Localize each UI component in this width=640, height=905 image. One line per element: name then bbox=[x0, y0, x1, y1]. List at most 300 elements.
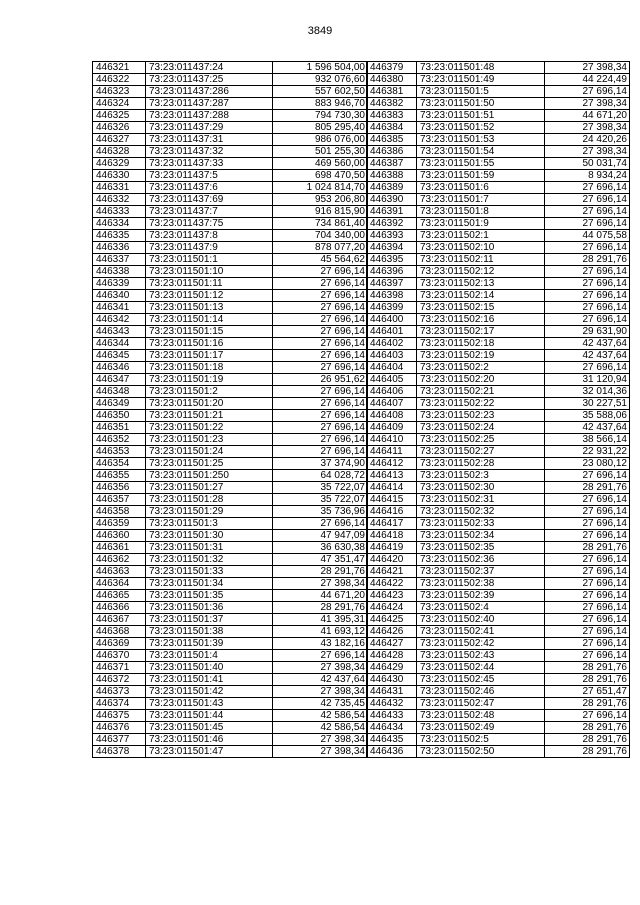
value-cell: 704 340,00 bbox=[273, 230, 368, 242]
table-row bbox=[93, 494, 368, 506]
table-row bbox=[93, 674, 368, 686]
value-cell: 27 696,14 bbox=[545, 530, 630, 542]
row-number-cell: 446342 bbox=[93, 314, 146, 326]
value-cell: 32 014,36 bbox=[545, 386, 630, 398]
value-cell: 29 631,90 bbox=[545, 326, 630, 338]
table-row bbox=[367, 326, 630, 338]
value-cell: 45 564,62 bbox=[273, 254, 368, 266]
value-cell: 44 075,58 bbox=[545, 230, 630, 242]
value-cell: 23 080,12 bbox=[545, 458, 630, 470]
table-row bbox=[93, 134, 368, 146]
cadastral-number-cell: 73:23:011502:17 bbox=[417, 326, 545, 338]
row-number-cell: 446413 bbox=[367, 470, 417, 482]
value-cell: 27 696,14 bbox=[545, 182, 630, 194]
value-cell: 27 696,14 bbox=[273, 314, 368, 326]
table-row bbox=[93, 686, 368, 698]
row-number-cell: 446367 bbox=[93, 614, 146, 626]
table-row bbox=[367, 662, 630, 674]
row-number-cell: 446433 bbox=[367, 710, 417, 722]
cadastral-number-cell: 73:23:011437:33 bbox=[146, 158, 273, 170]
table-row bbox=[367, 674, 630, 686]
row-number-cell: 446324 bbox=[93, 98, 146, 110]
value-cell: 27 696,14 bbox=[545, 470, 630, 482]
cadastral-number-cell: 73:23:011437:29 bbox=[146, 122, 273, 134]
value-cell: 35 736,96 bbox=[273, 506, 368, 518]
cadastral-number-cell: 73:23:011501:29 bbox=[146, 506, 273, 518]
table-row bbox=[367, 218, 630, 230]
cadastral-number-cell: 73:23:011501:48 bbox=[417, 62, 545, 74]
row-number-cell: 446325 bbox=[93, 110, 146, 122]
table-row bbox=[93, 146, 368, 158]
row-number-cell: 446323 bbox=[93, 86, 146, 98]
value-cell: 27 696,14 bbox=[545, 206, 630, 218]
table-row bbox=[367, 518, 630, 530]
table-row bbox=[367, 182, 630, 194]
row-number-cell: 446376 bbox=[93, 722, 146, 734]
row-number-cell: 446343 bbox=[93, 326, 146, 338]
value-cell: 27 696,14 bbox=[545, 590, 630, 602]
row-number-cell: 446333 bbox=[93, 206, 146, 218]
row-number-cell: 446340 bbox=[93, 290, 146, 302]
value-cell: 27 696,14 bbox=[545, 506, 630, 518]
cadastral-number-cell: 73:23:011501:7 bbox=[417, 194, 545, 206]
value-cell: 27 696,14 bbox=[273, 422, 368, 434]
cadastral-number-cell: 73:23:011502:20 bbox=[417, 374, 545, 386]
row-number-cell: 446409 bbox=[367, 422, 417, 434]
table-row bbox=[93, 530, 368, 542]
row-number-cell: 446385 bbox=[367, 134, 417, 146]
table-row bbox=[367, 590, 630, 602]
value-cell: 27 696,14 bbox=[545, 614, 630, 626]
table-row bbox=[93, 230, 368, 242]
row-number-cell: 446401 bbox=[367, 326, 417, 338]
row-number-cell: 446365 bbox=[93, 590, 146, 602]
row-number-cell: 446417 bbox=[367, 518, 417, 530]
row-number-cell: 446419 bbox=[367, 542, 417, 554]
value-cell: 27 696,14 bbox=[273, 266, 368, 278]
table-row bbox=[367, 362, 630, 374]
value-cell: 28 291,76 bbox=[273, 566, 368, 578]
cadastral-number-cell: 73:23:011502:1 bbox=[417, 230, 545, 242]
cadastral-number-cell: 73:23:011502:45 bbox=[417, 674, 545, 686]
row-number-cell: 446387 bbox=[367, 158, 417, 170]
cadastral-number-cell: 73:23:011501:250 bbox=[146, 470, 273, 482]
table-row bbox=[93, 98, 368, 110]
cadastral-number-cell: 73:23:011501:44 bbox=[146, 710, 273, 722]
table-row bbox=[367, 338, 630, 350]
value-cell: 27 651,47 bbox=[545, 686, 630, 698]
cadastral-number-cell: 73:23:011501:55 bbox=[417, 158, 545, 170]
row-number-cell: 446388 bbox=[367, 170, 417, 182]
cadastral-number-cell: 73:23:011501:1 bbox=[146, 254, 273, 266]
table-row bbox=[367, 134, 630, 146]
row-number-cell: 446399 bbox=[367, 302, 417, 314]
table-row bbox=[367, 110, 630, 122]
cadastral-number-cell: 73:23:011501:15 bbox=[146, 326, 273, 338]
table-row bbox=[93, 122, 368, 134]
table-row bbox=[93, 74, 368, 86]
row-number-cell: 446427 bbox=[367, 638, 417, 650]
value-cell: 27 696,14 bbox=[545, 626, 630, 638]
value-cell: 44 671,20 bbox=[273, 590, 368, 602]
table-row bbox=[93, 506, 368, 518]
value-cell: 27 696,14 bbox=[545, 362, 630, 374]
row-number-cell: 446362 bbox=[93, 554, 146, 566]
cadastral-number-cell: 73:23:011437:24 bbox=[146, 62, 273, 74]
value-cell: 27 696,14 bbox=[545, 218, 630, 230]
row-number-cell: 446352 bbox=[93, 434, 146, 446]
table-row bbox=[93, 386, 368, 398]
cadastral-number-cell: 73:23:011501:35 bbox=[146, 590, 273, 602]
row-number-cell: 446344 bbox=[93, 338, 146, 350]
cadastral-number-cell: 73:23:011501:14 bbox=[146, 314, 273, 326]
table-row bbox=[367, 434, 630, 446]
row-number-cell: 446374 bbox=[93, 698, 146, 710]
row-number-cell: 446331 bbox=[93, 182, 146, 194]
cadastral-number-cell: 73:23:011502:12 bbox=[417, 266, 545, 278]
value-cell: 8 934,24 bbox=[545, 170, 630, 182]
cadastral-number-cell: 73:23:011501:33 bbox=[146, 566, 273, 578]
cadastral-number-cell: 73:23:011501:10 bbox=[146, 266, 273, 278]
row-number-cell: 446429 bbox=[367, 662, 417, 674]
table-row bbox=[367, 698, 630, 710]
value-cell: 47 947,09 bbox=[273, 530, 368, 542]
table-row bbox=[93, 278, 368, 290]
cadastral-number-cell: 73:23:011501:9 bbox=[417, 218, 545, 230]
row-number-cell: 446357 bbox=[93, 494, 146, 506]
row-number-cell: 446403 bbox=[367, 350, 417, 362]
cadastral-number-cell: 73:23:011501:8 bbox=[417, 206, 545, 218]
row-number-cell: 446392 bbox=[367, 218, 417, 230]
value-cell: 916 815,90 bbox=[273, 206, 368, 218]
row-number-cell: 446363 bbox=[93, 566, 146, 578]
cadastral-number-cell: 73:23:011501:36 bbox=[146, 602, 273, 614]
row-number-cell: 446430 bbox=[367, 674, 417, 686]
row-number-cell: 446322 bbox=[93, 74, 146, 86]
row-number-cell: 446371 bbox=[93, 662, 146, 674]
value-cell: 27 696,14 bbox=[273, 302, 368, 314]
value-cell: 35 722,07 bbox=[273, 494, 368, 506]
table-row bbox=[93, 410, 368, 422]
table-row bbox=[93, 662, 368, 674]
value-cell: 42 437,64 bbox=[545, 350, 630, 362]
cadastral-number-cell: 73:23:011502:2 bbox=[417, 362, 545, 374]
row-number-cell: 446377 bbox=[93, 734, 146, 746]
cadastral-number-cell: 73:23:011501:52 bbox=[417, 122, 545, 134]
table-row bbox=[367, 242, 630, 254]
table-row bbox=[93, 566, 368, 578]
value-cell: 42 437,64 bbox=[273, 674, 368, 686]
row-number-cell: 446369 bbox=[93, 638, 146, 650]
row-number-cell: 446353 bbox=[93, 446, 146, 458]
cadastral-number-cell: 73:23:011502:44 bbox=[417, 662, 545, 674]
row-number-cell: 446346 bbox=[93, 362, 146, 374]
table-row bbox=[367, 686, 630, 698]
cadastral-number-cell: 73:23:011501:23 bbox=[146, 434, 273, 446]
cadastral-number-cell: 73:23:011501:47 bbox=[146, 746, 273, 758]
cadastral-number-cell: 73:23:011437:32 bbox=[146, 146, 273, 158]
row-number-cell: 446378 bbox=[93, 746, 146, 758]
row-number-cell: 446326 bbox=[93, 122, 146, 134]
table-row bbox=[93, 458, 368, 470]
cadastral-number-cell: 73:23:011502:31 bbox=[417, 494, 545, 506]
value-cell: 27 696,14 bbox=[545, 242, 630, 254]
value-cell: 50 031,74 bbox=[545, 158, 630, 170]
value-cell: 883 946,70 bbox=[273, 98, 368, 110]
value-cell: 469 560,00 bbox=[273, 158, 368, 170]
value-cell: 27 696,14 bbox=[545, 710, 630, 722]
row-number-cell: 446425 bbox=[367, 614, 417, 626]
table-row bbox=[367, 74, 630, 86]
cadastral-number-cell: 73:23:011501:3 bbox=[146, 518, 273, 530]
cadastral-number-cell: 73:23:011502:21 bbox=[417, 386, 545, 398]
value-cell: 30 227,51 bbox=[545, 398, 630, 410]
cadastral-number-cell: 73:23:011502:46 bbox=[417, 686, 545, 698]
table-row bbox=[367, 710, 630, 722]
table-row bbox=[93, 398, 368, 410]
cadastral-number-cell: 73:23:011502:23 bbox=[417, 410, 545, 422]
value-cell: 27 696,14 bbox=[545, 554, 630, 566]
value-cell: 27 696,14 bbox=[273, 338, 368, 350]
value-cell: 805 295,40 bbox=[273, 122, 368, 134]
row-number-cell: 446354 bbox=[93, 458, 146, 470]
table-row bbox=[93, 518, 368, 530]
table-row bbox=[93, 470, 368, 482]
cadastral-number-cell: 73:23:011501:37 bbox=[146, 614, 273, 626]
row-number-cell: 446375 bbox=[93, 710, 146, 722]
cadastral-number-cell: 73:23:011502:34 bbox=[417, 530, 545, 542]
row-number-cell: 446412 bbox=[367, 458, 417, 470]
table-row bbox=[367, 194, 630, 206]
row-number-cell: 446384 bbox=[367, 122, 417, 134]
cadastral-number-cell: 73:23:011501:2 bbox=[146, 386, 273, 398]
table-row bbox=[93, 446, 368, 458]
row-number-cell: 446382 bbox=[367, 98, 417, 110]
cadastral-number-cell: 73:23:011501:49 bbox=[417, 74, 545, 86]
row-number-cell: 446334 bbox=[93, 218, 146, 230]
row-number-cell: 446395 bbox=[367, 254, 417, 266]
value-cell: 27 398,34 bbox=[273, 734, 368, 746]
value-cell: 41 395,31 bbox=[273, 614, 368, 626]
table-row bbox=[93, 554, 368, 566]
cadastral-number-cell: 73:23:011502:39 bbox=[417, 590, 545, 602]
cadastral-number-cell: 73:23:011501:24 bbox=[146, 446, 273, 458]
value-cell: 1 596 504,00 bbox=[273, 62, 368, 74]
cadastral-number-cell: 73:23:011502:47 bbox=[417, 698, 545, 710]
table-row bbox=[93, 590, 368, 602]
cadastral-number-cell: 73:23:011502:37 bbox=[417, 566, 545, 578]
value-cell: 37 374,90 bbox=[273, 458, 368, 470]
row-number-cell: 446418 bbox=[367, 530, 417, 542]
page-number: 3849 bbox=[307, 25, 333, 37]
cadastral-number-cell: 73:23:011501:22 bbox=[146, 422, 273, 434]
value-cell: 794 730,30 bbox=[273, 110, 368, 122]
cadastral-number-cell: 73:23:011502:32 bbox=[417, 506, 545, 518]
value-cell: 27 696,14 bbox=[273, 278, 368, 290]
value-cell: 27 696,14 bbox=[273, 650, 368, 662]
value-cell: 27 696,14 bbox=[545, 638, 630, 650]
value-cell: 27 696,14 bbox=[545, 290, 630, 302]
value-cell: 47 351,47 bbox=[273, 554, 368, 566]
cadastral-number-cell: 73:23:011502:19 bbox=[417, 350, 545, 362]
value-cell: 27 398,34 bbox=[545, 62, 630, 74]
row-number-cell: 446328 bbox=[93, 146, 146, 158]
cadastral-number-cell: 73:23:011437:9 bbox=[146, 242, 273, 254]
cadastral-number-cell: 73:23:011502:11 bbox=[417, 254, 545, 266]
table-row bbox=[93, 746, 368, 758]
cadastral-number-cell: 73:23:011501:30 bbox=[146, 530, 273, 542]
value-cell: 42 437,64 bbox=[545, 338, 630, 350]
value-cell: 27 696,14 bbox=[545, 518, 630, 530]
table-row bbox=[93, 326, 368, 338]
cadastral-number-cell: 73:23:011437:7 bbox=[146, 206, 273, 218]
cadastral-number-cell: 73:23:011501:34 bbox=[146, 578, 273, 590]
value-cell: 28 291,76 bbox=[545, 482, 630, 494]
cadastral-number-cell: 73:23:011502:38 bbox=[417, 578, 545, 590]
value-cell: 27 696,14 bbox=[273, 410, 368, 422]
cadastral-number-cell: 73:23:011502:22 bbox=[417, 398, 545, 410]
table-row bbox=[93, 194, 368, 206]
row-number-cell: 446406 bbox=[367, 386, 417, 398]
value-cell: 557 602,50 bbox=[273, 86, 368, 98]
table-row bbox=[367, 230, 630, 242]
value-cell: 27 696,14 bbox=[273, 398, 368, 410]
value-cell: 27 398,34 bbox=[273, 746, 368, 758]
table-row bbox=[93, 482, 368, 494]
value-cell: 36 630,38 bbox=[273, 542, 368, 554]
row-number-cell: 446350 bbox=[93, 410, 146, 422]
row-number-cell: 446345 bbox=[93, 350, 146, 362]
value-cell: 27 696,14 bbox=[545, 578, 630, 590]
row-number-cell: 446336 bbox=[93, 242, 146, 254]
row-number-cell: 446372 bbox=[93, 674, 146, 686]
value-cell: 44 671,20 bbox=[545, 110, 630, 122]
value-cell: 501 255,30 bbox=[273, 146, 368, 158]
value-cell: 28 291,76 bbox=[273, 602, 368, 614]
value-cell: 26 951,62 bbox=[273, 374, 368, 386]
value-cell: 27 696,14 bbox=[273, 518, 368, 530]
row-number-cell: 446381 bbox=[367, 86, 417, 98]
cadastral-number-cell: 73:23:011437:6 bbox=[146, 182, 273, 194]
value-cell: 64 028,72 bbox=[273, 470, 368, 482]
row-number-cell: 446379 bbox=[367, 62, 417, 74]
row-number-cell: 446380 bbox=[367, 74, 417, 86]
row-number-cell: 446359 bbox=[93, 518, 146, 530]
table-row bbox=[93, 434, 368, 446]
row-number-cell: 446373 bbox=[93, 686, 146, 698]
table-row bbox=[93, 266, 368, 278]
cadastral-number-cell: 73:23:011501:53 bbox=[417, 134, 545, 146]
row-number-cell: 446415 bbox=[367, 494, 417, 506]
value-cell: 28 291,76 bbox=[545, 734, 630, 746]
row-number-cell: 446337 bbox=[93, 254, 146, 266]
table-row bbox=[93, 62, 368, 74]
row-number-cell: 446361 bbox=[93, 542, 146, 554]
value-cell: 42 586,54 bbox=[273, 722, 368, 734]
cadastral-number-cell: 73:23:011502:24 bbox=[417, 422, 545, 434]
value-cell: 27 696,14 bbox=[273, 290, 368, 302]
cadastral-number-cell: 73:23:011502:13 bbox=[417, 278, 545, 290]
cadastral-number-cell: 73:23:011501:4 bbox=[146, 650, 273, 662]
value-cell: 27 696,14 bbox=[545, 602, 630, 614]
value-cell: 27 696,14 bbox=[545, 86, 630, 98]
value-cell: 932 076,60 bbox=[273, 74, 368, 86]
row-number-cell: 446390 bbox=[367, 194, 417, 206]
row-number-cell: 446416 bbox=[367, 506, 417, 518]
row-number-cell: 446424 bbox=[367, 602, 417, 614]
table-row bbox=[367, 650, 630, 662]
value-cell: 27 398,34 bbox=[273, 578, 368, 590]
cadastral-number-cell: 73:23:011501:6 bbox=[417, 182, 545, 194]
table-row bbox=[93, 302, 368, 314]
value-cell: 27 696,14 bbox=[273, 386, 368, 398]
row-number-cell: 446391 bbox=[367, 206, 417, 218]
table-row bbox=[367, 290, 630, 302]
value-cell: 27 398,34 bbox=[545, 98, 630, 110]
row-number-cell: 446420 bbox=[367, 554, 417, 566]
table-row bbox=[367, 566, 630, 578]
cadastral-number-cell: 73:23:011437:69 bbox=[146, 194, 273, 206]
value-cell: 734 861,40 bbox=[273, 218, 368, 230]
row-number-cell: 446335 bbox=[93, 230, 146, 242]
cadastral-number-cell: 73:23:011501:43 bbox=[146, 698, 273, 710]
cadastral-number-cell: 73:23:011501:19 bbox=[146, 374, 273, 386]
row-number-cell: 446410 bbox=[367, 434, 417, 446]
value-cell: 27 696,14 bbox=[545, 278, 630, 290]
cadastral-number-cell: 73:23:011502:36 bbox=[417, 554, 545, 566]
cadastral-number-cell: 73:23:011502:16 bbox=[417, 314, 545, 326]
table-row bbox=[367, 542, 630, 554]
cadastral-number-cell: 73:23:011501:16 bbox=[146, 338, 273, 350]
cadastral-number-cell: 73:23:011437:5 bbox=[146, 170, 273, 182]
cadastral-number-cell: 73:23:011502:41 bbox=[417, 626, 545, 638]
value-cell: 27 696,14 bbox=[545, 494, 630, 506]
value-cell: 31 120,94 bbox=[545, 374, 630, 386]
table-row bbox=[93, 86, 368, 98]
cadastral-number-cell: 73:23:011437:75 bbox=[146, 218, 273, 230]
value-cell: 27 696,14 bbox=[545, 566, 630, 578]
row-number-cell: 446407 bbox=[367, 398, 417, 410]
table-row bbox=[93, 578, 368, 590]
cadastral-number-cell: 73:23:011502:33 bbox=[417, 518, 545, 530]
cadastral-number-cell: 73:23:011437:8 bbox=[146, 230, 273, 242]
cadastral-number-cell: 73:23:011502:15 bbox=[417, 302, 545, 314]
table-row bbox=[367, 458, 630, 470]
row-number-cell: 446341 bbox=[93, 302, 146, 314]
cadastral-number-cell: 73:23:011502:3 bbox=[417, 470, 545, 482]
table-row bbox=[367, 386, 630, 398]
cadastral-number-cell: 73:23:011501:20 bbox=[146, 398, 273, 410]
value-cell: 28 291,76 bbox=[545, 674, 630, 686]
row-number-cell: 446414 bbox=[367, 482, 417, 494]
row-number-cell: 446386 bbox=[367, 146, 417, 158]
value-cell: 42 437,64 bbox=[545, 422, 630, 434]
table-row bbox=[367, 746, 630, 758]
table-row bbox=[367, 734, 630, 746]
cadastral-number-cell: 73:23:011501:5 bbox=[417, 86, 545, 98]
value-cell: 27 696,14 bbox=[273, 446, 368, 458]
table-row bbox=[367, 158, 630, 170]
cadastral-number-cell: 73:23:011502:4 bbox=[417, 602, 545, 614]
row-number-cell: 446426 bbox=[367, 626, 417, 638]
cadastral-table-right bbox=[366, 61, 630, 758]
table-row bbox=[93, 338, 368, 350]
table-row bbox=[367, 302, 630, 314]
row-number-cell: 446364 bbox=[93, 578, 146, 590]
value-cell: 28 291,76 bbox=[545, 662, 630, 674]
table-row bbox=[367, 494, 630, 506]
cadastral-number-cell: 73:23:011502:5 bbox=[417, 734, 545, 746]
